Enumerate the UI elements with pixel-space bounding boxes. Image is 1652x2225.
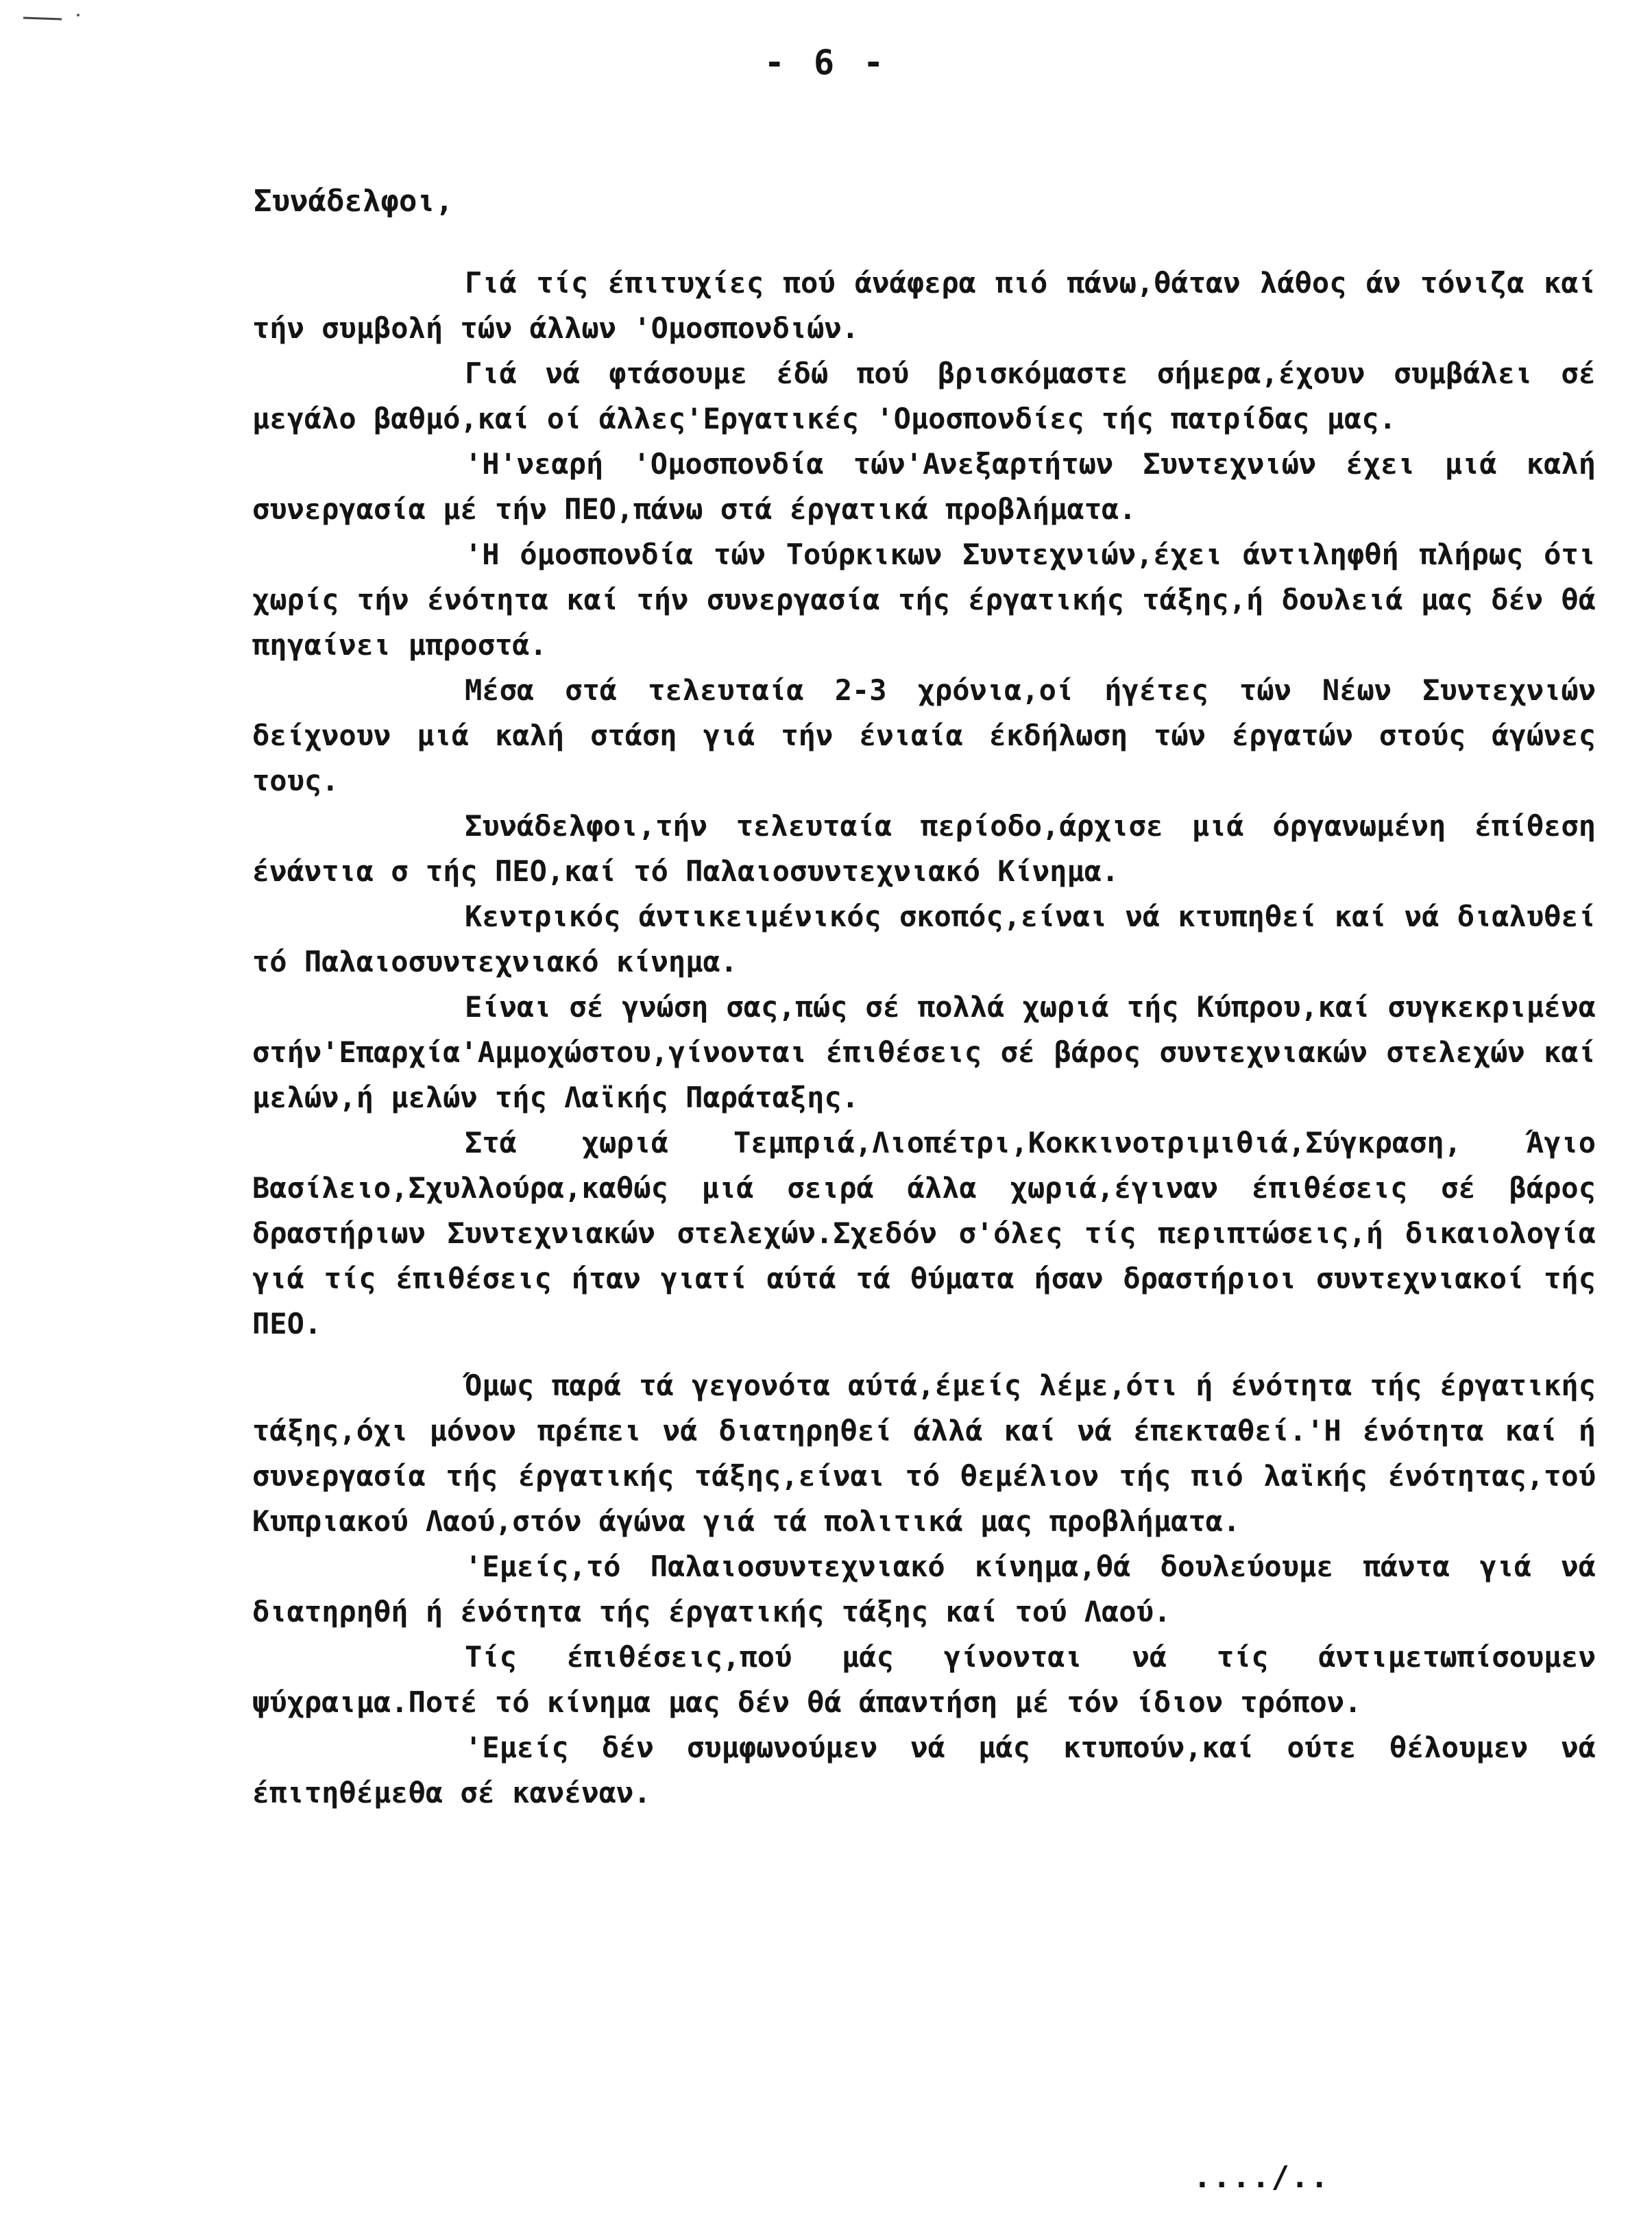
salutation: Συνάδελφοι,	[254, 184, 454, 219]
paragraph: Γιά νά φτάσουμε έδώ πού βρισκόμαστε σήμερα,έχουν συμβάλει σέ μεγάλο βαθμό,καί οί άλλες'Εργατικές 'Ομοσπονδίες τής πατρίδας μας.	[252, 357, 1596, 435]
paragraph: Όμως παρά τά γεγονότα αύτά,έμείς λέμε,ότι ή ένότητα τής έργατικής τάξης,όχι μόνον πρέπει νά διατηρηθεί άλλά καί νά έπεκταθεί.'Η ένότητα καί ή συνεργασία τής έργατικής τάξης,είναι τό θεμέλιον τής πιό λαϊκής ένότητας,τού Κυπριακού Λαού,στόν άγώνα γιά τά πολιτικά μας προβλήματα.	[252, 1369, 1596, 1538]
letter-body	[252, 261, 1596, 1816]
paragraph: Τίς έπιθέσεις,πού μάς γίνονται νά τίς άντιμετωπίσουμεν ψύχραιμα.Ποτέ τό κίνημα μας δέν θά άπαντήση μέ τόν ίδιον τρόπον.	[252, 1640, 1596, 1719]
paragraph: 'Η όμοσπονδία τών Τούρκικων Συντεχνιών,έχει άντιληφθή πλήρως ότι χωρίς τήν ένότητα καί τήν συνεργασία τής έργατικής τάξης,ή δουλειά μας δέν θά πηγαίνει μπροστά.	[252, 538, 1596, 662]
page-number: - 6 -	[764, 43, 888, 82]
scan-mark	[21, 10, 96, 25]
paragraph: Είναι σέ γνώση σας,πώς σέ πολλά χωριά τής Κύπρου,καί συγκεκριμένα στήν'Επαρχία'Αμμοχώστου,γίνονται έπιθέσεις σέ βάρος συντεχνιακών στελεχών καί μελών,ή μελών τής Λαϊκής Παράταξης.	[252, 990, 1596, 1114]
paragraph: Στά χωριά Τεμπριά,Λιοπέτρι,Κοκκινοτριμιθιά,Σύγκραση, Άγιο Βασίλειο,Σχυλλούρα,καθώς μιά σειρά άλλα χωριά,έγιναν έπιθέσεις σέ βάρος δραστήριων Συντεχνιακών στελεχών.Σχεδόν σ'όλες τίς περιπτώσεις,ή δικαιολογία γιά τίς έπιθέσεις ήταν γιατί αύτά τά θύματα ήσαν δραστήριοι συντεχνιακοί τής ΠΕΟ.	[252, 1126, 1596, 1340]
paragraph: Κεντρικός άντικειμένικός σκοπός,είναι νά κτυπηθεί καί νά διαλυθεί τό Παλαιοσυντεχνιακό κίνημα.	[252, 900, 1596, 978]
paragraph: 'Εμείς,τό Παλαιοσυντεχνιακό κίνημα,θά δουλεύουμε πάντα γιά νά διατηρηθή ή ένότητα τής έργατικής τάξης καί τού Λαού.	[252, 1550, 1596, 1628]
paragraph: Μέσα στά τελευταία 2-3 χρόνια,οί ήγέτες τών Νέων Συντεχνιών δείχνουν μιά καλή στάση γιά τήν ένιαία έκδήλωση τών έργατών στούς άγώνες τους.	[252, 673, 1596, 797]
paragraph: 'Η'νεαρή 'Ομοσπονδία τών'Ανεξαρτήτων Συντεχνιών έχει μιά καλή συνεργασία μέ τήν ΠΕΟ,πάνω στά έργατικά προβλήματα.	[252, 447, 1596, 526]
paragraph: Γιά τίς έπιτυχίες πού άνάφερα πιό πάνω,θάταν λάθος άν τόνιζα καί τήν συμβολή τών άλλων 'Ομοσπονδιών.	[252, 266, 1596, 345]
paragraph: 'Εμείς δέν συμφωνούμεν νά μάς κτυπούν,καί ούτε θέλουμεν νά έπιτηθέμεθα σέ κανέναν.	[252, 1731, 1596, 1809]
paragraph: Συνάδελφοι,τήν τελευταία περίοδο,άρχισε μιά όργανωμένη έπίθεση ένάντια σ τής ΠΕΟ,καί τό Παλαιοσυντεχνιακό Κίνημα.	[252, 809, 1596, 888]
continuation-mark: ..../..	[1193, 2160, 1330, 2195]
